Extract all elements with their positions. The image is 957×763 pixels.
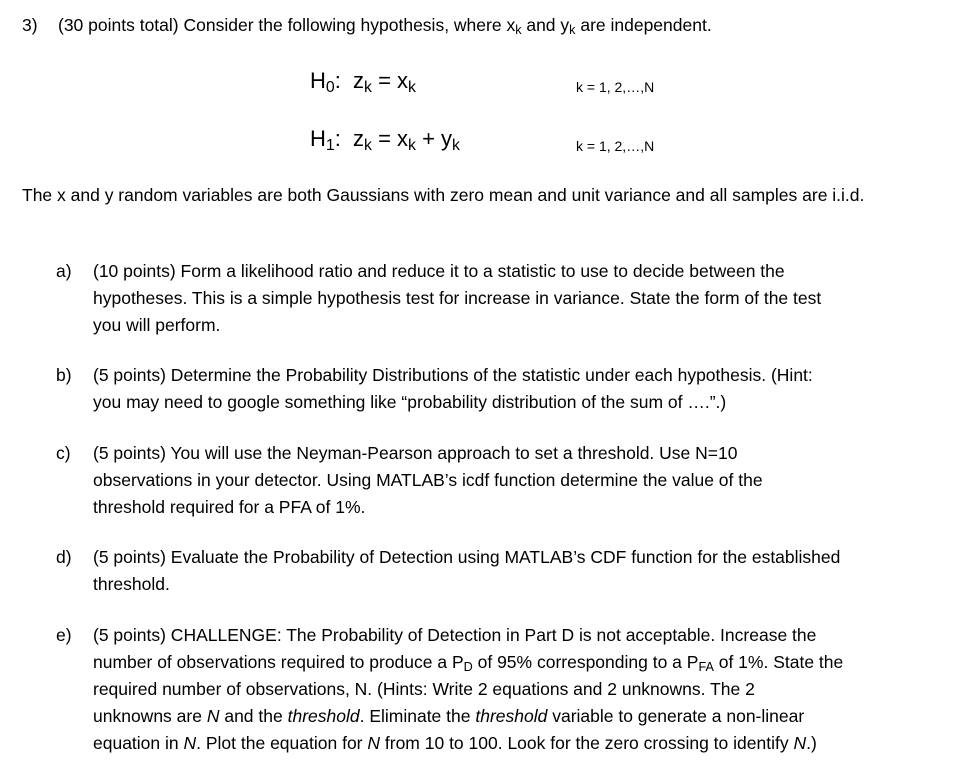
part-e-text: and the (219, 706, 288, 726)
hyp-eq: z (353, 68, 365, 93)
part-e-italic: threshold (475, 706, 548, 726)
hyp-eq: = x (371, 126, 409, 151)
part-b-label: b) (56, 365, 72, 385)
part-b-body (93, 362, 949, 416)
question-header (58, 12, 712, 38)
header-sub: k (569, 23, 576, 38)
part-a-label: a) (56, 261, 72, 281)
hyp-eq-sub: k (364, 136, 372, 154)
hyp-eq-sub: k (452, 136, 460, 154)
header-text: are independent. (575, 15, 712, 35)
hypothesis-h0 (310, 68, 416, 94)
part-c-label: c) (56, 443, 71, 463)
part-e-text: from 10 to 100. Look for the zero crossing to identify (380, 733, 794, 753)
hyp-colon: : (334, 68, 354, 93)
range-h0: k = 1, 2,…,N (576, 79, 655, 95)
header-text: and y (521, 15, 570, 35)
part-e-italic: N (183, 733, 197, 753)
part-e-line (93, 703, 949, 730)
part-e-text: equation in (93, 733, 184, 753)
question-number: 3) (22, 15, 38, 35)
part-c-line: (5 points) You will use the Neyman-Pearson approach to set a threshold. Use N=10 (93, 443, 738, 463)
hyp-label-sub: 0 (325, 78, 335, 96)
part-b-line: you may need to google something like “probability distribution of the sum of ….”.) (93, 392, 727, 412)
part-e-italic: N (206, 706, 220, 726)
part-e-text: variable to generate a non-linear (547, 706, 805, 726)
part-c-line: observations in your detector. Using MATLAB’s icdf function determine the value of the (93, 470, 763, 490)
hypothesis-h1 (310, 126, 460, 152)
part-e-line (93, 730, 949, 757)
part-e-italic: threshold (287, 706, 360, 726)
part-e-text: unknowns are (93, 706, 207, 726)
hyp-eq: + y (415, 126, 453, 151)
part-e-italic: N (793, 733, 807, 753)
hyp-label: H (310, 126, 326, 151)
part-e-text: .) (806, 733, 817, 753)
hyp-eq-sub: k (408, 136, 416, 154)
part-d-body (93, 544, 949, 598)
part-d-line: (5 points) Evaluate the Probability of Detection using MATLAB’s CDF function for the established (93, 547, 841, 567)
part-e-label: e) (56, 625, 72, 645)
part-e-text: . Eliminate the (359, 706, 476, 726)
hyp-eq-sub: k (408, 78, 416, 96)
intro-paragraph: The x and y random variables are both Gaussians with zero mean and unit variance and all samples are i.i.d. (22, 185, 865, 205)
hyp-eq: z (353, 126, 365, 151)
hyp-eq-sub: k (364, 78, 372, 96)
part-e-line: (5 points) CHALLENGE: The Probability of Detection in Part D is not acceptable. Increase the (93, 625, 817, 645)
part-a-line: hypotheses. This is a simple hypothesis test for increase in variance. State the form of the test (93, 288, 822, 308)
range-h1: k = 1, 2,…,N (576, 138, 655, 154)
hyp-label: H (310, 68, 326, 93)
part-e-text: of 1%. State the (713, 652, 844, 672)
part-e-italic: N (367, 733, 381, 753)
part-d-line: threshold. (93, 574, 170, 594)
part-b-line: (5 points) Determine the Probability Distributions of the statistic under each hypothesis. (Hint: (93, 365, 813, 385)
hyp-label-sub: 1 (325, 136, 335, 154)
hyp-colon: : (334, 126, 354, 151)
part-c-line: threshold required for a PFA of 1%. (93, 497, 366, 517)
part-e-sub: D (463, 660, 473, 675)
part-a-body (93, 258, 949, 339)
hyp-eq: = x (371, 68, 409, 93)
part-e-text: of 95% corresponding to a P (472, 652, 699, 672)
header-text: (30 points total) Consider the following hypothesis, where x (58, 15, 516, 35)
part-e-text: . Plot the equation for (196, 733, 368, 753)
part-c-body (93, 440, 949, 521)
part-a-line: (10 points) Form a likelihood ratio and reduce it to a statistic to use to decide between the (93, 261, 785, 281)
part-e-line: required number of observations, N. (Hints: Write 2 equations and 2 unknowns. The 2 (93, 679, 755, 699)
part-e-sub: FA (698, 660, 714, 675)
part-a-line: you will perform. (93, 315, 221, 335)
part-e-body (93, 622, 949, 757)
header-sub: k (515, 23, 522, 38)
part-e-text: number of observations required to produce a P (93, 652, 464, 672)
part-e-line (93, 649, 949, 676)
part-d-label: d) (56, 547, 72, 567)
